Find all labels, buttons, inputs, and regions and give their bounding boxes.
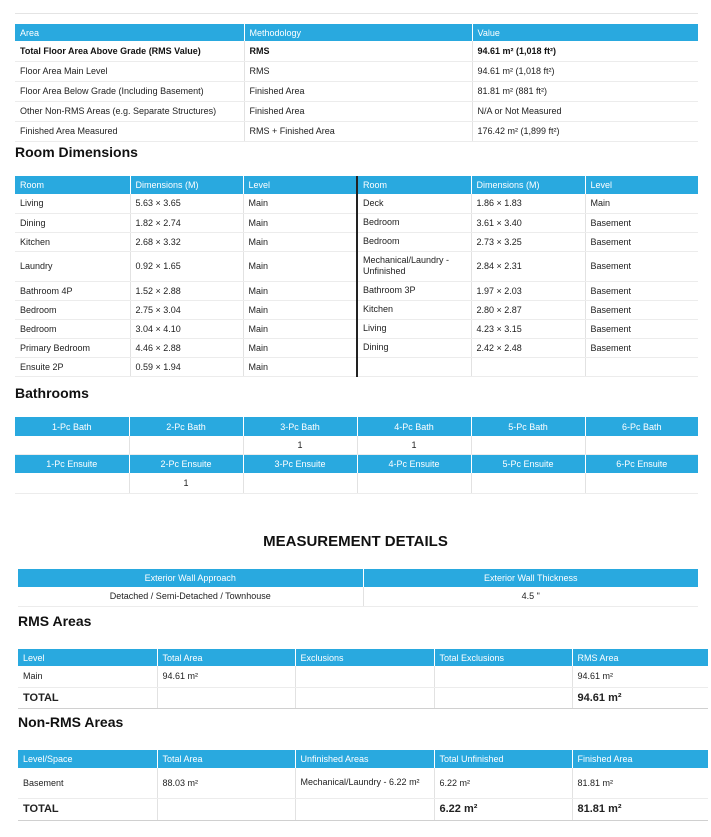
header-total-area: Total Area xyxy=(157,649,295,666)
header-level: Level xyxy=(18,649,157,666)
cell xyxy=(357,473,471,493)
cell: Finished Area Measured xyxy=(15,121,244,141)
cell: N/A or Not Measured xyxy=(472,101,698,121)
cell: 2.75 × 3.04 xyxy=(130,300,243,319)
cell: Main xyxy=(243,319,357,338)
cell: Bathroom 4P xyxy=(15,281,130,300)
table-row xyxy=(18,768,708,798)
cell: Main xyxy=(243,232,357,251)
cell: Kitchen xyxy=(357,300,471,319)
cell: Bedroom xyxy=(15,319,130,338)
header-area: Area xyxy=(15,24,244,41)
header-value: Value xyxy=(472,24,698,41)
cell: 176.42 m² (1,899 ft²) xyxy=(472,121,698,141)
cell: Total Floor Area Above Grade (RMS Value) xyxy=(15,41,244,61)
cell: Bedroom xyxy=(15,300,130,319)
header-5pc-bath: 5-Pc Bath xyxy=(471,417,585,436)
cell: 3.61 × 3.40 xyxy=(471,213,585,232)
header-level-space: Level/Space xyxy=(18,750,157,768)
bathrooms-table xyxy=(15,417,698,494)
cell xyxy=(471,473,585,493)
table-row xyxy=(15,41,698,61)
area-summary-table xyxy=(15,24,698,142)
header-room: Room xyxy=(15,176,130,194)
cell: 6.22 m² xyxy=(434,768,572,798)
cell: Basement xyxy=(585,300,698,319)
cell: Dining xyxy=(15,213,130,232)
header-dimensions: Dimensions (M) xyxy=(130,176,243,194)
cell xyxy=(129,436,243,454)
total-row xyxy=(18,687,708,708)
cell: 0.92 × 1.65 xyxy=(130,251,243,281)
header-6pc-ensuite: 6-Pc Ensuite xyxy=(585,454,698,473)
cell: Main xyxy=(243,281,357,300)
cell: Bedroom xyxy=(357,232,471,251)
cell: Dining xyxy=(357,338,471,357)
cell: Main xyxy=(243,357,357,376)
cell: Living xyxy=(357,319,471,338)
total-label: TOTAL xyxy=(18,798,157,820)
cell: Mechanical/Laundry - 6.22 m² xyxy=(295,768,434,798)
cell: 0.59 × 1.94 xyxy=(130,357,243,376)
cell xyxy=(15,436,129,454)
cell: Basement xyxy=(585,338,698,357)
room-dimensions-table xyxy=(15,176,698,377)
cell: RMS xyxy=(244,61,472,81)
header-room: Room xyxy=(357,176,471,194)
header-2pc-ensuite: 2-Pc Ensuite xyxy=(129,454,243,473)
table-row xyxy=(15,251,698,281)
cell: Deck xyxy=(357,194,471,213)
cell: 2.80 × 2.87 xyxy=(471,300,585,319)
table-row xyxy=(18,666,708,687)
table-row xyxy=(15,338,698,357)
measurement-details-title: MEASUREMENT DETAILS xyxy=(263,533,448,550)
table-row xyxy=(15,194,698,213)
cell: Other Non-RMS Areas (e.g. Separate Structures) xyxy=(15,101,244,121)
table-row xyxy=(15,281,698,300)
header-4pc-ensuite: 4-Pc Ensuite xyxy=(357,454,471,473)
bath-values-row xyxy=(15,436,698,454)
cell xyxy=(15,473,129,493)
cell: Floor Area Below Grade (Including Basement) xyxy=(15,81,244,101)
header-exterior-wall-approach: Exterior Wall Approach xyxy=(18,569,363,587)
table-row xyxy=(15,319,698,338)
rms-areas-table xyxy=(18,649,708,709)
cell xyxy=(295,666,434,687)
cell: 81.81 m² (881 ft²) xyxy=(472,81,698,101)
cell: Mechanical/Laundry - Unfinished xyxy=(357,251,471,281)
total-row xyxy=(18,798,708,820)
cell: 2.84 × 2.31 xyxy=(471,251,585,281)
total-label: TOTAL xyxy=(18,687,157,708)
cell: Main xyxy=(243,338,357,357)
table-row xyxy=(15,213,698,232)
cell: Basement xyxy=(18,768,157,798)
header-exclusions: Exclusions xyxy=(295,649,434,666)
bathrooms-title: Bathrooms xyxy=(15,385,89,401)
area-header-row xyxy=(15,24,698,41)
cell: 4.46 × 2.88 xyxy=(130,338,243,357)
measurement-header-row xyxy=(18,569,698,587)
measurement-details-table xyxy=(18,569,698,607)
header-level: Level xyxy=(585,176,698,194)
cell: Ensuite 2P xyxy=(15,357,130,376)
cell: Main xyxy=(243,251,357,281)
cell: 81.81 m² xyxy=(572,768,708,798)
cell: 4.5 " xyxy=(363,587,698,606)
cell: Main xyxy=(243,213,357,232)
cell: Detached / Semi-Detached / Townhouse xyxy=(18,587,363,606)
header-dimensions: Dimensions (M) xyxy=(471,176,585,194)
table-row xyxy=(15,232,698,251)
non-rms-header-row xyxy=(18,750,708,768)
cell: Bedroom xyxy=(357,213,471,232)
rms-header-row xyxy=(18,649,708,666)
rms-areas-title: RMS Areas xyxy=(18,613,92,629)
cell xyxy=(585,473,698,493)
header-3pc-ensuite: 3-Pc Ensuite xyxy=(243,454,357,473)
ensuite-header-row xyxy=(15,454,698,473)
header-4pc-bath: 4-Pc Bath xyxy=(357,417,471,436)
header-1pc-bath: 1-Pc Bath xyxy=(15,417,129,436)
header-exterior-wall-thickness: Exterior Wall Thickness xyxy=(363,569,698,587)
cell xyxy=(434,687,572,708)
cell xyxy=(471,357,585,376)
cell: Primary Bedroom xyxy=(15,338,130,357)
cell: 2.68 × 3.32 xyxy=(130,232,243,251)
cell: 1.86 × 1.83 xyxy=(471,194,585,213)
cell xyxy=(585,436,698,454)
cell: 3.04 × 4.10 xyxy=(130,319,243,338)
cell: 94.61 m² (1,018 ft²) xyxy=(472,61,698,81)
cell: 2.73 × 3.25 xyxy=(471,232,585,251)
cell xyxy=(243,473,357,493)
cell: Floor Area Main Level xyxy=(15,61,244,81)
cell xyxy=(157,687,295,708)
header-1pc-ensuite: 1-Pc Ensuite xyxy=(15,454,129,473)
cell: Main xyxy=(18,666,157,687)
header-level: Level xyxy=(243,176,357,194)
header-3pc-bath: 3-Pc Bath xyxy=(243,417,357,436)
table-row xyxy=(15,357,698,376)
cell: Basement xyxy=(585,281,698,300)
header-total-exclusions: Total Exclusions xyxy=(434,649,572,666)
top-divider xyxy=(15,13,698,14)
measurement-values-row xyxy=(18,587,698,606)
cell: 1.52 × 2.88 xyxy=(130,281,243,300)
cell: 1 xyxy=(129,473,243,493)
cell: Living xyxy=(15,194,130,213)
cell: 94.61 m² xyxy=(572,666,708,687)
total-unfinished: 6.22 m² xyxy=(434,798,572,820)
header-methodology: Methodology xyxy=(244,24,472,41)
cell: Laundry xyxy=(15,251,130,281)
cell: 1 xyxy=(357,436,471,454)
non-rms-areas-table xyxy=(18,750,708,821)
cell xyxy=(434,666,572,687)
cell: 1.97 × 2.03 xyxy=(471,281,585,300)
cell: RMS + Finished Area xyxy=(244,121,472,141)
cell xyxy=(295,687,434,708)
header-total-area: Total Area xyxy=(157,750,295,768)
cell: 94.61 m² (1,018 ft²) xyxy=(472,41,698,61)
cell: 1.82 × 2.74 xyxy=(130,213,243,232)
cell: Finished Area xyxy=(244,101,472,121)
table-row xyxy=(15,101,698,121)
total-rms-area: 94.61 m² xyxy=(572,687,708,708)
cell: 94.61 m² xyxy=(157,666,295,687)
room-dimensions-title: Room Dimensions xyxy=(15,144,138,160)
header-unfinished-areas: Unfinished Areas xyxy=(295,750,434,768)
cell: 88.03 m² xyxy=(157,768,295,798)
header-finished-area: Finished Area xyxy=(572,750,708,768)
cell: 4.23 × 3.15 xyxy=(471,319,585,338)
table-row xyxy=(15,81,698,101)
non-rms-areas-title: Non-RMS Areas xyxy=(18,714,124,730)
table-row xyxy=(15,300,698,319)
header-5pc-ensuite: 5-Pc Ensuite xyxy=(471,454,585,473)
header-rms-area: RMS Area xyxy=(572,649,708,666)
cell: Kitchen xyxy=(15,232,130,251)
cell xyxy=(585,357,698,376)
cell xyxy=(357,357,471,376)
cell: Basement xyxy=(585,232,698,251)
cell: 5.63 × 3.65 xyxy=(130,194,243,213)
header-2pc-bath: 2-Pc Bath xyxy=(129,417,243,436)
room-header-row xyxy=(15,176,698,194)
cell: Basement xyxy=(585,213,698,232)
cell: Basement xyxy=(585,251,698,281)
cell xyxy=(157,798,295,820)
bath-header-row xyxy=(15,417,698,436)
cell xyxy=(471,436,585,454)
cell: Main xyxy=(243,300,357,319)
cell: Main xyxy=(585,194,698,213)
header-total-unfinished: Total Unfinished xyxy=(434,750,572,768)
cell: Bathroom 3P xyxy=(357,281,471,300)
cell: 2.42 × 2.48 xyxy=(471,338,585,357)
ensuite-values-row xyxy=(15,473,698,493)
cell xyxy=(295,798,434,820)
cell: Main xyxy=(243,194,357,213)
cell: 1 xyxy=(243,436,357,454)
header-6pc-bath: 6-Pc Bath xyxy=(585,417,698,436)
table-row xyxy=(15,61,698,81)
total-finished-area: 81.81 m² xyxy=(572,798,708,820)
table-row xyxy=(15,121,698,141)
cell: RMS xyxy=(244,41,472,61)
cell: Finished Area xyxy=(244,81,472,101)
cell: Basement xyxy=(585,319,698,338)
